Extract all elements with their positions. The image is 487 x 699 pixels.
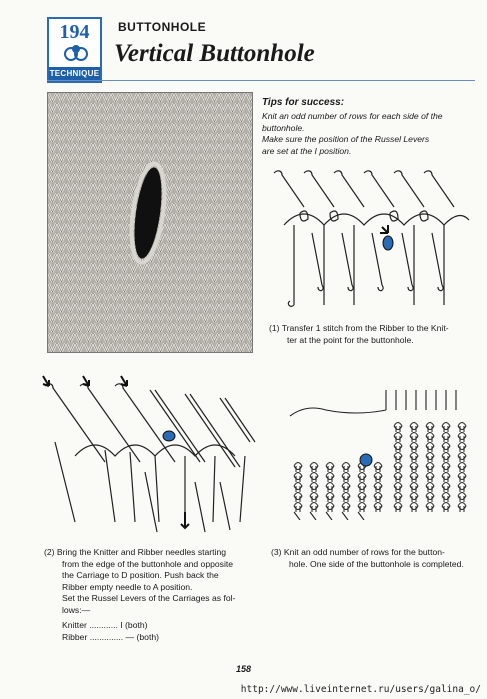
setting-value: — (both) [125,631,159,642]
step3-caption [271,547,476,570]
step1-transfer-diagram [264,165,472,317]
tips-line: are set at the I position. [262,145,352,156]
caption-line: (1) Transfer 1 stitch from the Ribber to the Knit- [269,323,449,333]
technique-label: TECHNIQUE [49,67,100,81]
page-title: Vertical Buttonhole [114,40,315,67]
caption-line: hole. One side of the buttonhole is completed. [289,558,464,569]
caption-line: Set the Russel Levers of the Carriages as fol- [62,593,236,603]
step1-caption [269,323,475,346]
setting-value: I (both) [120,620,148,630]
caption-line: the Carriage to D position. Push back the [62,570,219,580]
setting-row [44,632,259,644]
step2-needles-diagram [35,372,260,538]
caption-line: (2) Bring the Knitter and Ribber needles starting [44,547,227,557]
knitted-buttonhole-photo [47,92,253,353]
technique-badge [47,17,102,83]
source-url[interactable]: http://www.liveinternet.ru/users/galina_o/ [240,684,481,695]
setting-row [44,620,259,632]
technique-number: 194 [59,21,90,43]
step3-knitted-rows-diagram [286,386,472,520]
yarn-ball-icon [63,43,89,65]
setting-name: Ribber [62,631,88,642]
setting-name: Knitter [62,620,87,630]
tips-line: Knit an odd number of rows for each side of the [262,111,443,121]
tips-line: Make sure the position of the Russel Levers [262,134,430,144]
setting-dots: .............. [89,631,124,642]
tips-title: Tips for success: [262,97,345,108]
step2-caption [44,547,259,643]
section-heading: BUTTONHOLE [118,20,207,34]
caption-line: from the edge of the buttonhole and opposite [62,558,234,569]
setting-dots: ............ [89,620,118,630]
tips-box [262,97,468,157]
caption-line: ter at the point for the buttonhole. [287,334,414,345]
tips-line: buttonhole. [262,122,305,133]
caption-line: Ribber empty needle to A position. [62,581,193,592]
caption-line: (3) Knit an odd number of rows for the button- [271,547,445,557]
header-divider [47,80,475,81]
page-number: 158 [235,664,252,674]
caption-line: lows:— [62,604,91,615]
